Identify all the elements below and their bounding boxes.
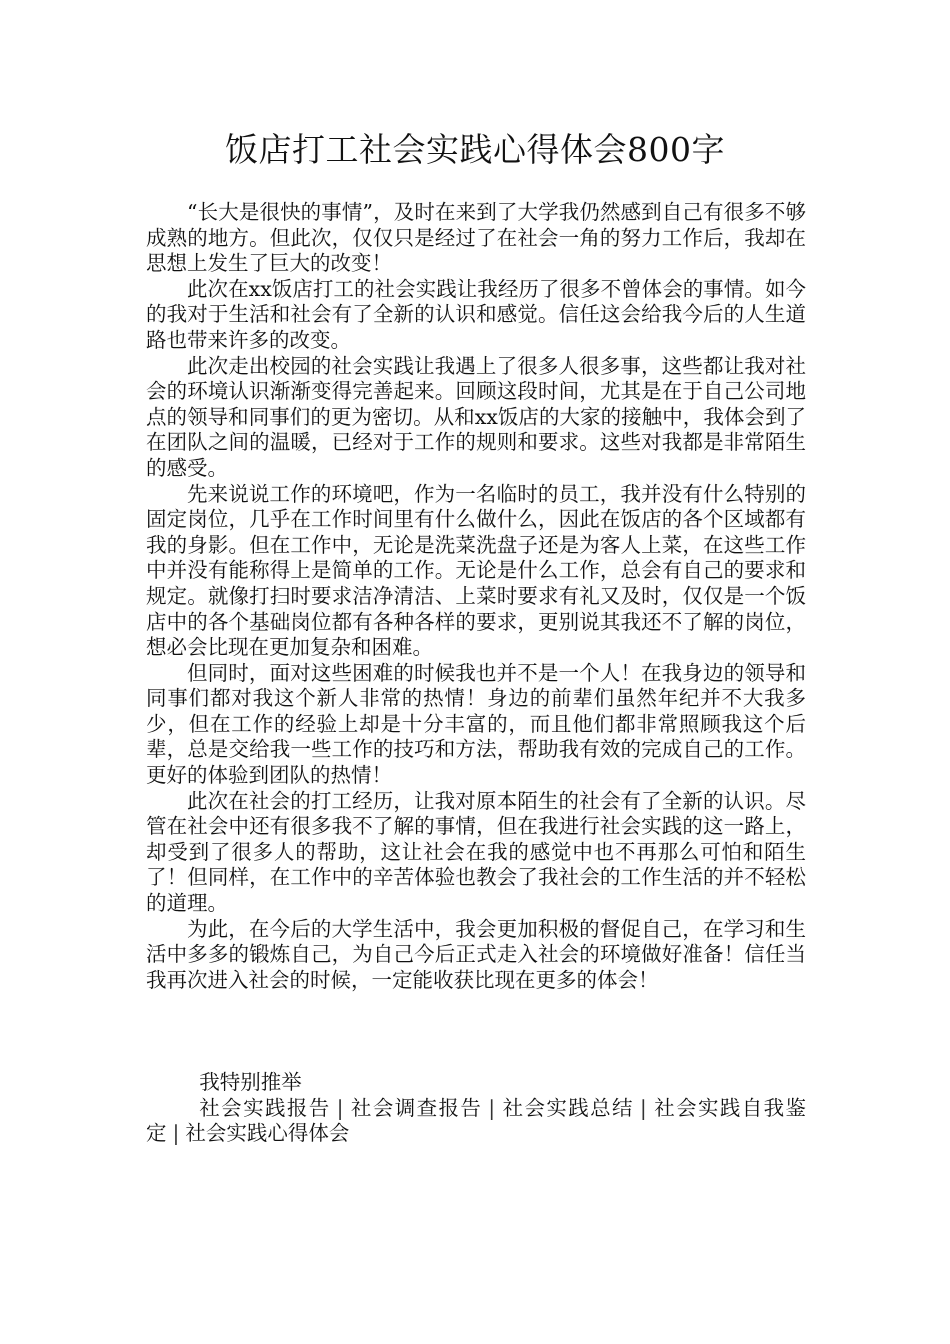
body-paragraph: 此次在xx饭店打工的社会实践让我经历了很多不曾体会的事情。如今的我对于生活和社会有了全新的认识和感觉。信任这会给我今后的人生道路也带来许多的改变。 xyxy=(146,276,806,352)
recommend-link-survey[interactable]: 社会调查报告 xyxy=(349,1095,483,1120)
body-paragraph: 此次在社会的打工经历，让我对原本陌生的社会有了全新的认识。尽管在社会中还有很多我不了解的事情，但在我进行社会实践的这一路上，却受到了很多人的帮助，这让社会在我的感觉中也不再那么可怕和陌生了！但同样，在工作中的辛苦体验也教会了我社会的工作生活的并不轻松的道理。 xyxy=(146,788,806,916)
recommend-link-self-assessment[interactable]: 社会实践自我鉴定 xyxy=(146,1095,807,1146)
body-paragraph: 但同时，面对这些困难的时候我也并不是一个人！在我身边的领导和同事们都对我这个新人非常的热情！身边的前辈们虽然年纪并不大我多少，但在工作的经验上却是十分丰富的，而且他们都非常照顾我这个后辈，总是交给我一些工作的技巧和方法，帮助我有效的完成自己的工作。更好的体验到团队的热情！ xyxy=(146,660,806,788)
link-separator: | xyxy=(172,1121,180,1146)
body-paragraph: 先来说说工作的环境吧，作为一名临时的员工，我并没有什么特别的固定岗位，几乎在工作时间里有什么做什么，因此在饭店的各个区域都有我的身影。但在工作中，无论是洗菜洗盘子还是为客人上菜，在这些工作中并没有能称得上是简单的工作。无论是什么工作，总会有自己的要求和规定。就像打扫时要求洁净清洁、上菜时要求有礼又及时，仅仅是一个饭店中的各个基础岗位都有各种各样的要求，更别说其我还不了解的岗位，想必会比现在更加复杂和困难。 xyxy=(146,481,806,660)
recommend-links xyxy=(146,1096,806,1147)
link-separator: | xyxy=(639,1095,647,1120)
body-paragraph: 此次走出校园的社会实践让我遇上了很多人很多事，这些都让我对社会的环境认识渐渐变得完善起来。回顾这段时间，尤其是在于自己公司地点的领导和同事们的更为密切。从和xx饭店的大家的接触中，我体会到了在团队之间的温暖，已经对于工作的规则和要求。这些对我都是非常陌生的感受。 xyxy=(146,353,806,480)
document-body xyxy=(146,200,806,993)
recommend-link-report[interactable]: 社会实践报告 xyxy=(199,1095,331,1120)
recommend-link-summary[interactable]: 社会实践总结 xyxy=(501,1095,634,1120)
body-paragraph: “长大是很快的事情”，及时在来到了大学我仍然感到自己有很多不够成熟的地方。但此次，仅仅只是经过了在社会一角的努力工作后，我却在思想上发生了巨大的改变！ xyxy=(146,200,806,276)
recommend-section xyxy=(146,1070,806,1147)
link-separator: | xyxy=(336,1095,344,1120)
recommend-heading: 我特别推举 xyxy=(199,1070,302,1094)
document-title: 饭店打工社会实践心得体会800字 xyxy=(225,130,725,169)
recommend-link-reflection[interactable]: 社会实践心得体会 xyxy=(185,1121,350,1146)
body-paragraph: 为此，在今后的大学生活中，我会更加积极的督促自己，在学习和生活中多多的锻炼自己，为自己今后正式走入社会的环境做好准备！信任当我再次进入社会的时候，一定能收获比现在更多的体会！ xyxy=(146,916,806,992)
link-separator: | xyxy=(488,1095,496,1120)
